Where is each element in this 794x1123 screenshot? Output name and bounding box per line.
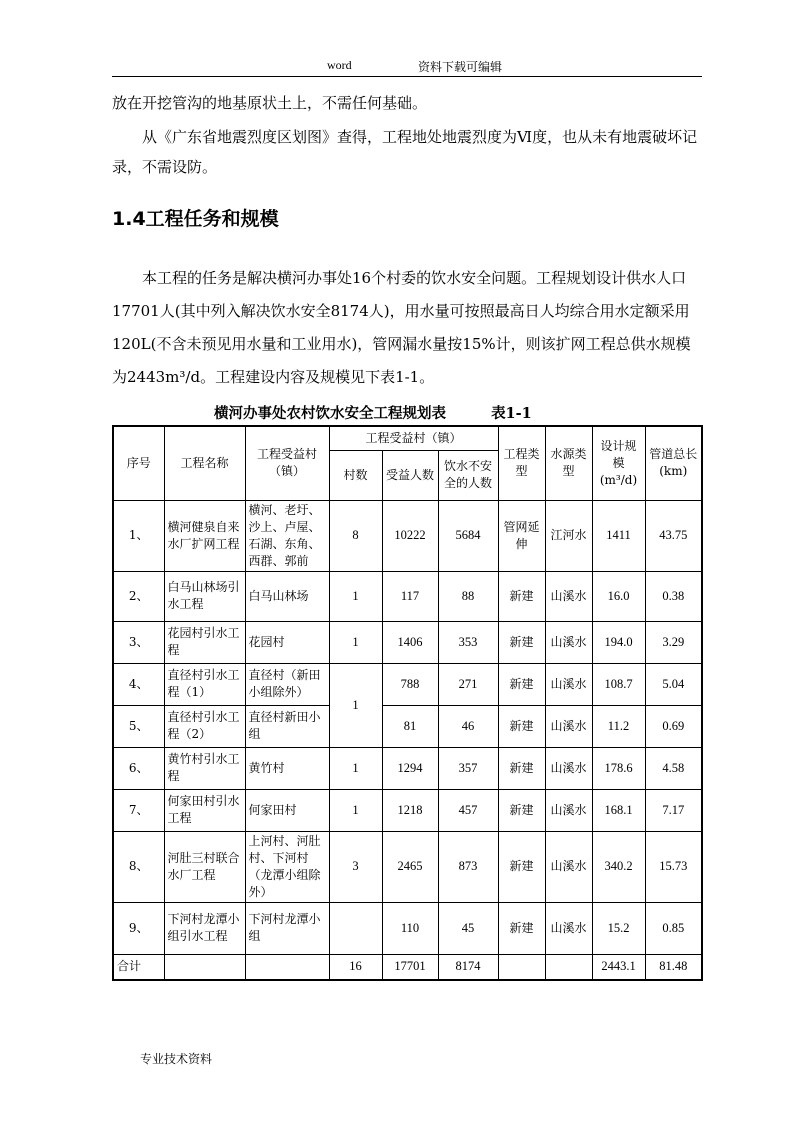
- cell-name: 下河村龙潭小组引水工程: [164, 902, 245, 954]
- total-length: 81.48: [645, 954, 702, 980]
- cell-type: 新建: [498, 747, 545, 789]
- cell-unsafe: 88: [438, 571, 498, 621]
- cell-length: 0.69: [645, 705, 702, 747]
- cell-population: 2465: [382, 831, 438, 902]
- header-row: [113, 426, 702, 450]
- header-unsafe: 饮水不安全的人数: [438, 450, 498, 500]
- cell-type: 新建: [498, 902, 545, 954]
- cell-type: 新建: [498, 789, 545, 831]
- header-group: 工程受益村（镇）: [329, 426, 498, 450]
- cell-capacity: 108.7: [592, 663, 645, 705]
- paragraph-1: 放在开挖管沟的地基原状土上，不需任何基础。: [112, 94, 428, 112]
- cell-seq: 3、: [113, 621, 164, 663]
- cell-beneficiary: 下河村龙潭小组: [245, 902, 329, 954]
- cell-seq: 9、: [113, 902, 164, 954]
- cell-name: 何家田村引水工程: [164, 789, 245, 831]
- cell-capacity: 340.2: [592, 831, 645, 902]
- total-row: [113, 954, 702, 980]
- cell-source: 山溪水: [545, 747, 592, 789]
- cell-type: 新建: [498, 571, 545, 621]
- cell-seq: 5、: [113, 705, 164, 747]
- cell-source: 山溪水: [545, 789, 592, 831]
- cell-capacity: 15.2: [592, 902, 645, 954]
- cell-source: 江河水: [545, 500, 592, 571]
- table-row: [113, 747, 702, 789]
- cell-type: 新建: [498, 831, 545, 902]
- cell-source: 山溪水: [545, 902, 592, 954]
- cell-name: 河肚三村联合水厂工程: [164, 831, 245, 902]
- total-population: 17701: [382, 954, 438, 980]
- table-caption: [214, 402, 532, 423]
- cell-source: 山溪水: [545, 705, 592, 747]
- cell-unsafe: 45: [438, 902, 498, 954]
- header-capacity: 设计规模(m³/d): [592, 426, 645, 500]
- cell-capacity: 1411: [592, 500, 645, 571]
- cell-beneficiary: 黄竹村: [245, 747, 329, 789]
- table-title: 横河办事处农村饮水安全工程规划表: [214, 405, 446, 422]
- cell-villages: 1: [329, 571, 382, 621]
- table-row: [113, 705, 702, 747]
- cell-villages: 1: [329, 621, 382, 663]
- cell-beneficiary: 上河村、河肚村、下河村（龙潭小组除外）: [245, 831, 329, 902]
- table-row: [113, 621, 702, 663]
- cell-name: 白马山林场引水工程: [164, 571, 245, 621]
- cell-capacity: 168.1: [592, 789, 645, 831]
- cell-unsafe: 873: [438, 831, 498, 902]
- cell-population: 1406: [382, 621, 438, 663]
- cell-seq: 4、: [113, 663, 164, 705]
- cell-seq: 6、: [113, 747, 164, 789]
- intro-paragraph: 本工程的任务是解决横河办事处16个村委的饮水安全问题。工程规划设计供水人口17701人(其中列入解决饮水安全8174人)，用水量可按照最高日人均综合用水定额采用120L(不含未预见用水量和工业用水)，管网漏水量按15%计，则该扩网工程总供水规模为2443m³/d。工程建设内容及规模见下表1-1。: [112, 269, 691, 386]
- section-heading: 1.4工程任务和规模: [112, 208, 279, 230]
- total-empty: [245, 954, 329, 980]
- total-empty: [164, 954, 245, 980]
- cell-population: 10222: [382, 500, 438, 571]
- table-row: [113, 789, 702, 831]
- cell-length: 5.04: [645, 663, 702, 705]
- header-source: 水源类型: [545, 426, 592, 500]
- cell-length: 15.73: [645, 831, 702, 902]
- cell-beneficiary: 花园村: [245, 621, 329, 663]
- header-type: 工程类型: [498, 426, 545, 500]
- cell-name: 直径村引水工程（1）: [164, 663, 245, 705]
- cell-name: 黄竹村引水工程: [164, 747, 245, 789]
- cell-unsafe: 5684: [438, 500, 498, 571]
- cell-source: 山溪水: [545, 831, 592, 902]
- cell-name: 直径村引水工程（2）: [164, 705, 245, 747]
- cell-population: 117: [382, 571, 438, 621]
- total-unsafe: 8174: [438, 954, 498, 980]
- cell-unsafe: 271: [438, 663, 498, 705]
- cell-villages: 8: [329, 500, 382, 571]
- cell-population: 1294: [382, 747, 438, 789]
- cell-seq: 1、: [113, 500, 164, 571]
- cell-beneficiary: 白马山林场: [245, 571, 329, 621]
- page-footer: 专业技术资料: [140, 1052, 213, 1066]
- cell-source: 山溪水: [545, 663, 592, 705]
- cell-unsafe: 46: [438, 705, 498, 747]
- total-empty: [498, 954, 545, 980]
- table-row: [113, 571, 702, 621]
- table-row: [113, 663, 702, 705]
- cell-source: 山溪水: [545, 571, 592, 621]
- cell-villages: 1: [329, 663, 382, 747]
- cell-population: 81: [382, 705, 438, 747]
- cell-length: 0.38: [645, 571, 702, 621]
- cell-length: 7.17: [645, 789, 702, 831]
- total-label: 合计: [113, 954, 164, 980]
- cell-beneficiary: 直径村（新田小组除外）: [245, 663, 329, 705]
- cell-villages: [329, 902, 382, 954]
- total-villages: 16: [329, 954, 382, 980]
- header-beneficiary: 工程受益村（镇）: [245, 426, 329, 500]
- cell-unsafe: 357: [438, 747, 498, 789]
- header-villages: 村数: [329, 450, 382, 500]
- cell-length: 3.29: [645, 621, 702, 663]
- cell-name: 花园村引水工程: [164, 621, 245, 663]
- page-header: [112, 56, 702, 77]
- table-row: [113, 500, 702, 571]
- total-capacity: 2443.1: [592, 954, 645, 980]
- cell-type: 新建: [498, 705, 545, 747]
- cell-length: 4.58: [645, 747, 702, 789]
- cell-population: 110: [382, 902, 438, 954]
- cell-capacity: 178.6: [592, 747, 645, 789]
- cell-type: 管网延伸: [498, 500, 545, 571]
- header-population: 受益人数: [382, 450, 438, 500]
- cell-unsafe: 457: [438, 789, 498, 831]
- table-row: [113, 831, 702, 902]
- cell-type: 新建: [498, 663, 545, 705]
- cell-beneficiary: 直径村新田小组: [245, 705, 329, 747]
- cell-villages: 1: [329, 747, 382, 789]
- cell-population: 1218: [382, 789, 438, 831]
- cell-type: 新建: [498, 621, 545, 663]
- cell-seq: 2、: [113, 571, 164, 621]
- paragraph-2: 从《广东省地震烈度区划图》查得，工程地处地震烈度为Ⅵ度，也从未有地震破坏记录，不需设防。: [112, 128, 698, 176]
- header-doc-label: 资料下载可编辑: [418, 60, 503, 74]
- header-length: 管道总长(km): [645, 426, 702, 500]
- cell-length: 43.75: [645, 500, 702, 571]
- cell-capacity: 16.0: [592, 571, 645, 621]
- cell-beneficiary: 横河、老圩、沙上、卢屋、石湖、东角、西群、郭前: [245, 500, 329, 571]
- cell-population: 788: [382, 663, 438, 705]
- header-name: 工程名称: [164, 426, 245, 500]
- planning-table: [112, 425, 703, 981]
- cell-source: 山溪水: [545, 621, 592, 663]
- cell-capacity: 194.0: [592, 621, 645, 663]
- cell-unsafe: 353: [438, 621, 498, 663]
- table-row: [113, 902, 702, 954]
- cell-villages: 1: [329, 789, 382, 831]
- cell-seq: 7、: [113, 789, 164, 831]
- header-word: word: [327, 58, 352, 72]
- table-number: 表1-1: [491, 405, 532, 422]
- cell-length: 0.85: [645, 902, 702, 954]
- cell-villages: 3: [329, 831, 382, 902]
- header-seq: 序号: [113, 426, 164, 500]
- cell-seq: 8、: [113, 831, 164, 902]
- total-empty: [545, 954, 592, 980]
- cell-capacity: 11.2: [592, 705, 645, 747]
- cell-name: 横河健泉自来水厂扩网工程: [164, 500, 245, 571]
- cell-beneficiary: 何家田村: [245, 789, 329, 831]
